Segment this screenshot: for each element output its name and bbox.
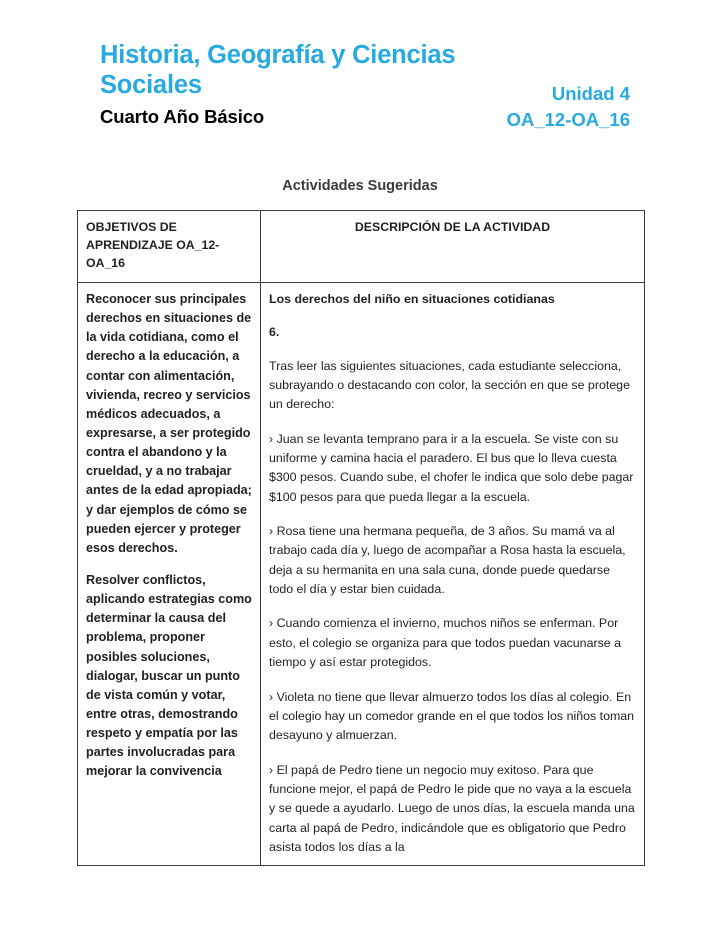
column-header-description: DESCRIPCIÓN DE LA ACTIVIDAD <box>261 211 645 283</box>
table-row <box>78 283 645 866</box>
activity-number: 6. <box>269 325 280 340</box>
unit-label: Unidad 4 <box>551 83 630 104</box>
list-item <box>269 614 636 672</box>
chevron-right-icon: › <box>269 431 274 446</box>
situation-text: El papá de Pedro tiene un negocio muy exitoso. Para que funcione mejor, el papá de Pedro le pide que no vaya a la escuela y se quede a ayudarlo. Luego de unos días, la escuela manda una carta al papá de Pedro, indicándole que es obligatorio que Pedro asista todos los días a la <box>269 762 635 854</box>
situation-text: Violeta no tiene que llevar almuerzo todos los días al colegio. En el colegio hay un comedor grande en el que todos los niños toman desayuno y almuerzan. <box>269 689 635 743</box>
section-heading: Actividades Sugeridas <box>282 178 438 194</box>
activity-title: Los derechos del niño en situaciones cotidianas <box>269 292 555 306</box>
objective-item: Resolver conflictos, aplicando estrategias como determinar la causa del problema, proponer posibles soluciones, dialogar, buscar un punto de vista común y votar, entre otras, demostrando respeto y empatía por las partes involucradas para mejorar la convivencia <box>86 572 252 779</box>
activity-intro-text: Tras leer las siguientes situaciones, cada estudiante selecciona, subrayando o destacando con color, la sección en que se protege un derecho: <box>269 358 630 412</box>
situation-text: Cuando comienza el invierno, muchos niños se enferman. Por esto, el colegio se organiza para que todos puedan vacunarse a tiempo y así estar protegidos. <box>269 616 622 670</box>
situation-list <box>269 430 636 858</box>
list-item <box>269 688 636 746</box>
oa-range-label: OA_12-OA_16 <box>506 109 630 131</box>
list-item <box>269 761 636 858</box>
list-item <box>269 430 636 507</box>
list-item <box>269 522 636 599</box>
header-left-block <box>100 40 507 128</box>
activities-table <box>77 210 645 866</box>
table-header-row <box>78 211 645 283</box>
header-right-block <box>507 40 630 132</box>
document-header <box>100 40 630 132</box>
chevron-right-icon: › <box>269 689 274 704</box>
cell-activity-description <box>261 283 645 866</box>
objective-item: Reconocer sus principales derechos en situaciones de la vida cotidiana, como el derecho a la educación, a contar con alimentación, vivienda, recreo y servicios médicos adecuados, a expresarse, a ser protegido contra el abandono y la crueldad, y a no trabajar antes de la edad apropiada; y dar ejemplos de cómo se pueden ejercer y proteger esos derechos. <box>86 292 252 555</box>
chevron-right-icon: › <box>269 616 274 631</box>
cell-objectives <box>78 283 261 866</box>
grade-level: Cuarto Año Básico <box>100 106 265 128</box>
chevron-right-icon: › <box>269 762 274 777</box>
subject-title: Historia, Geografía y Ciencias Sociales <box>100 41 456 100</box>
situation-text: Juan se levanta temprano para ir a la escuela. Se viste con su uniforme y camina hacia el paradero. El bus que lo lleva cuesta $300 pesos. Cuando sube, el chofer le indica que solo debe pagar $100 pesos para que pueda llegar a la escuela. <box>269 431 634 504</box>
column-header-objectives: OBJETIVOS DE APRENDIZAJE OA_12-OA_16 <box>78 211 261 283</box>
situation-text: Rosa tiene una hermana pequeña, de 3 años. Su mamá va al trabajo cada día y, luego de acompañar a Rosa hasta la escuela, deja a su hermanita en una sala cuna, donde puede quedarse todo el día y estar bien cuidada. <box>269 524 626 597</box>
chevron-right-icon: › <box>269 524 274 539</box>
